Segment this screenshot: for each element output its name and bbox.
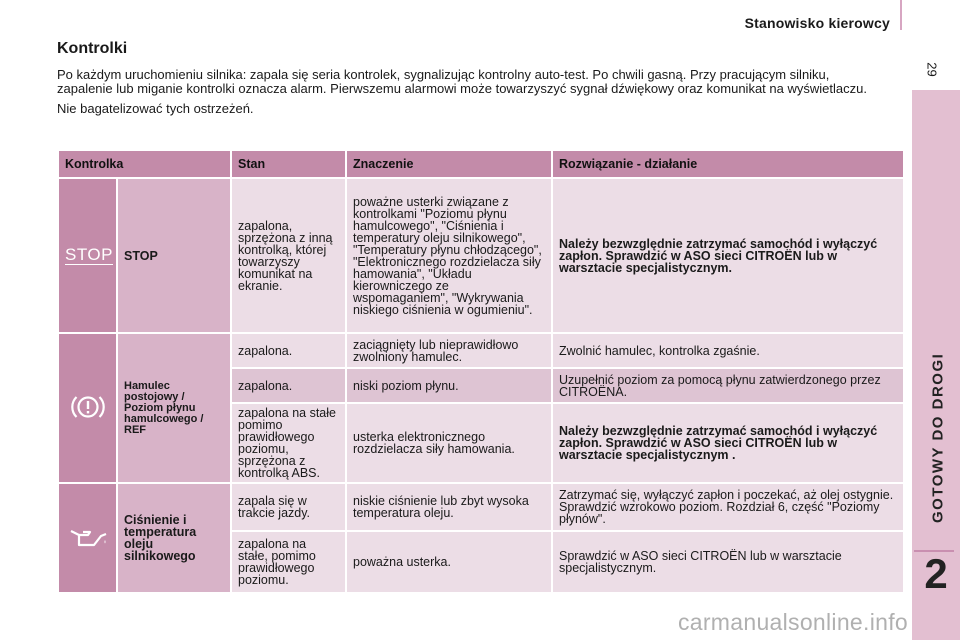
meaning-cell: niski poziom płynu.	[346, 368, 552, 403]
warning-name: Hamulec postojowy / Poziom płynu hamulcowego / REF	[117, 333, 231, 483]
state-cell: zapala się w trakcie jazdy.	[231, 483, 346, 531]
action-cell: Uzupełnić poziom za pomocą płynu zatwierdzonego przez CITROËNA.	[552, 368, 904, 403]
column-header: Stan	[231, 150, 346, 178]
warning-name: Ciśnienie i temperatura oleju silnikowego	[117, 483, 231, 593]
meaning-cell: usterka elektronicznego rozdzielacza siły hamowania.	[346, 403, 552, 483]
watermark: carmanualsonline.info	[677, 609, 908, 635]
chapter-header-title: Stanowisko kierowcy	[744, 15, 890, 31]
intro-paragraph: Po każdym uruchomieniu silnika: zapala się seria kontrolek, sygnalizując kontrolny auto-test. Po chwili gasną. Przy pracującym silniku, zapalenie lub miganie kontrolki oznacza alarm. Pierwszemu alarmowi może towarzyszyć sygnał dźwiękowy oraz komunikat na wyświetlaczu.	[57, 67, 867, 96]
state-cell: zapalona.	[231, 368, 346, 403]
state-cell: zapalona na stałe pomimo prawidłowego poziomu, sprzężona z kontrolką ABS.	[231, 403, 346, 483]
action-cell: Sprawdzić w ASO sieci CITROËN lub w warsztacie specjalistycznym.	[552, 531, 904, 593]
chapter-number: 2	[924, 550, 948, 597]
oil-can-icon	[58, 483, 117, 593]
table-row	[58, 333, 904, 368]
action-cell: Należy bezwzględnie zatrzymać samochód i wyłączyć zapłon. Sprawdzić w ASO sieci CITROËN lub w warsztacie specjalistycznym.	[552, 178, 904, 333]
section-title: Kontrolki	[57, 40, 128, 57]
action-cell: Zwolnić hamulec, kontrolka zgaśnie.	[552, 333, 904, 368]
stop-warning-icon: STOP	[58, 178, 117, 333]
table-header-row	[58, 150, 904, 178]
action-cell: Należy bezwzględnie zatrzymać samochód i wyłączyć zapłon. Sprawdzić w ASO sieci CITROËN lub w warsztacie specjalistycznym .	[552, 403, 904, 483]
intro-text	[57, 68, 877, 122]
state-cell: zapalona na stałe, pomimo prawidłowego poziomu.	[231, 531, 346, 593]
intro-paragraph: Nie bagatelizować tych ostrzeżeń.	[57, 101, 254, 116]
meaning-cell: poważna usterka.	[346, 531, 552, 593]
column-header: Kontrolka	[58, 150, 231, 178]
page-number: 29	[924, 62, 940, 77]
state-cell: zapalona, sprzężona z inną kontrolką, której towarzyszy komunikat na ekranie.	[231, 178, 346, 333]
action-cell: Zatrzymać się, wyłączyć zapłon i poczekać, aż olej ostygnie. Sprawdzić wzrokowo poziom. Rozdział 6, część "Poziomy płynów".	[552, 483, 904, 531]
brake-warning-icon	[58, 333, 117, 483]
state-cell: zapalona.	[231, 333, 346, 368]
column-header: Znaczenie	[346, 150, 552, 178]
column-header: Rozwiązanie - działanie	[552, 150, 904, 178]
meaning-cell: zaciągnięty lub nieprawidłowo zwolniony hamulec.	[346, 333, 552, 368]
meaning-cell: poważne usterki związane z kontrolkami "Poziomu płynu hamulcowego", "Ciśnienia i temperatury oleju silnikowego", "Temperatury płynu chłodzącego", "Elektronicznego rozdzielacza siły hamowania", "Układu kierowniczego ze wspomaganiem", "Wykrywania niskiego ciśnienia w ogumieniu".	[346, 178, 552, 333]
warning-name: STOP	[117, 178, 231, 333]
meaning-cell: niskie ciśnienie lub zbyt wysoka temperatura oleju.	[346, 483, 552, 531]
warning-lights-table	[57, 149, 905, 594]
side-tab-label: GOTOWY DO DROGI	[929, 352, 947, 524]
table-row	[58, 178, 904, 333]
header-rule	[900, 0, 902, 30]
chapter-side-tab	[912, 90, 960, 640]
table-row	[58, 483, 904, 531]
